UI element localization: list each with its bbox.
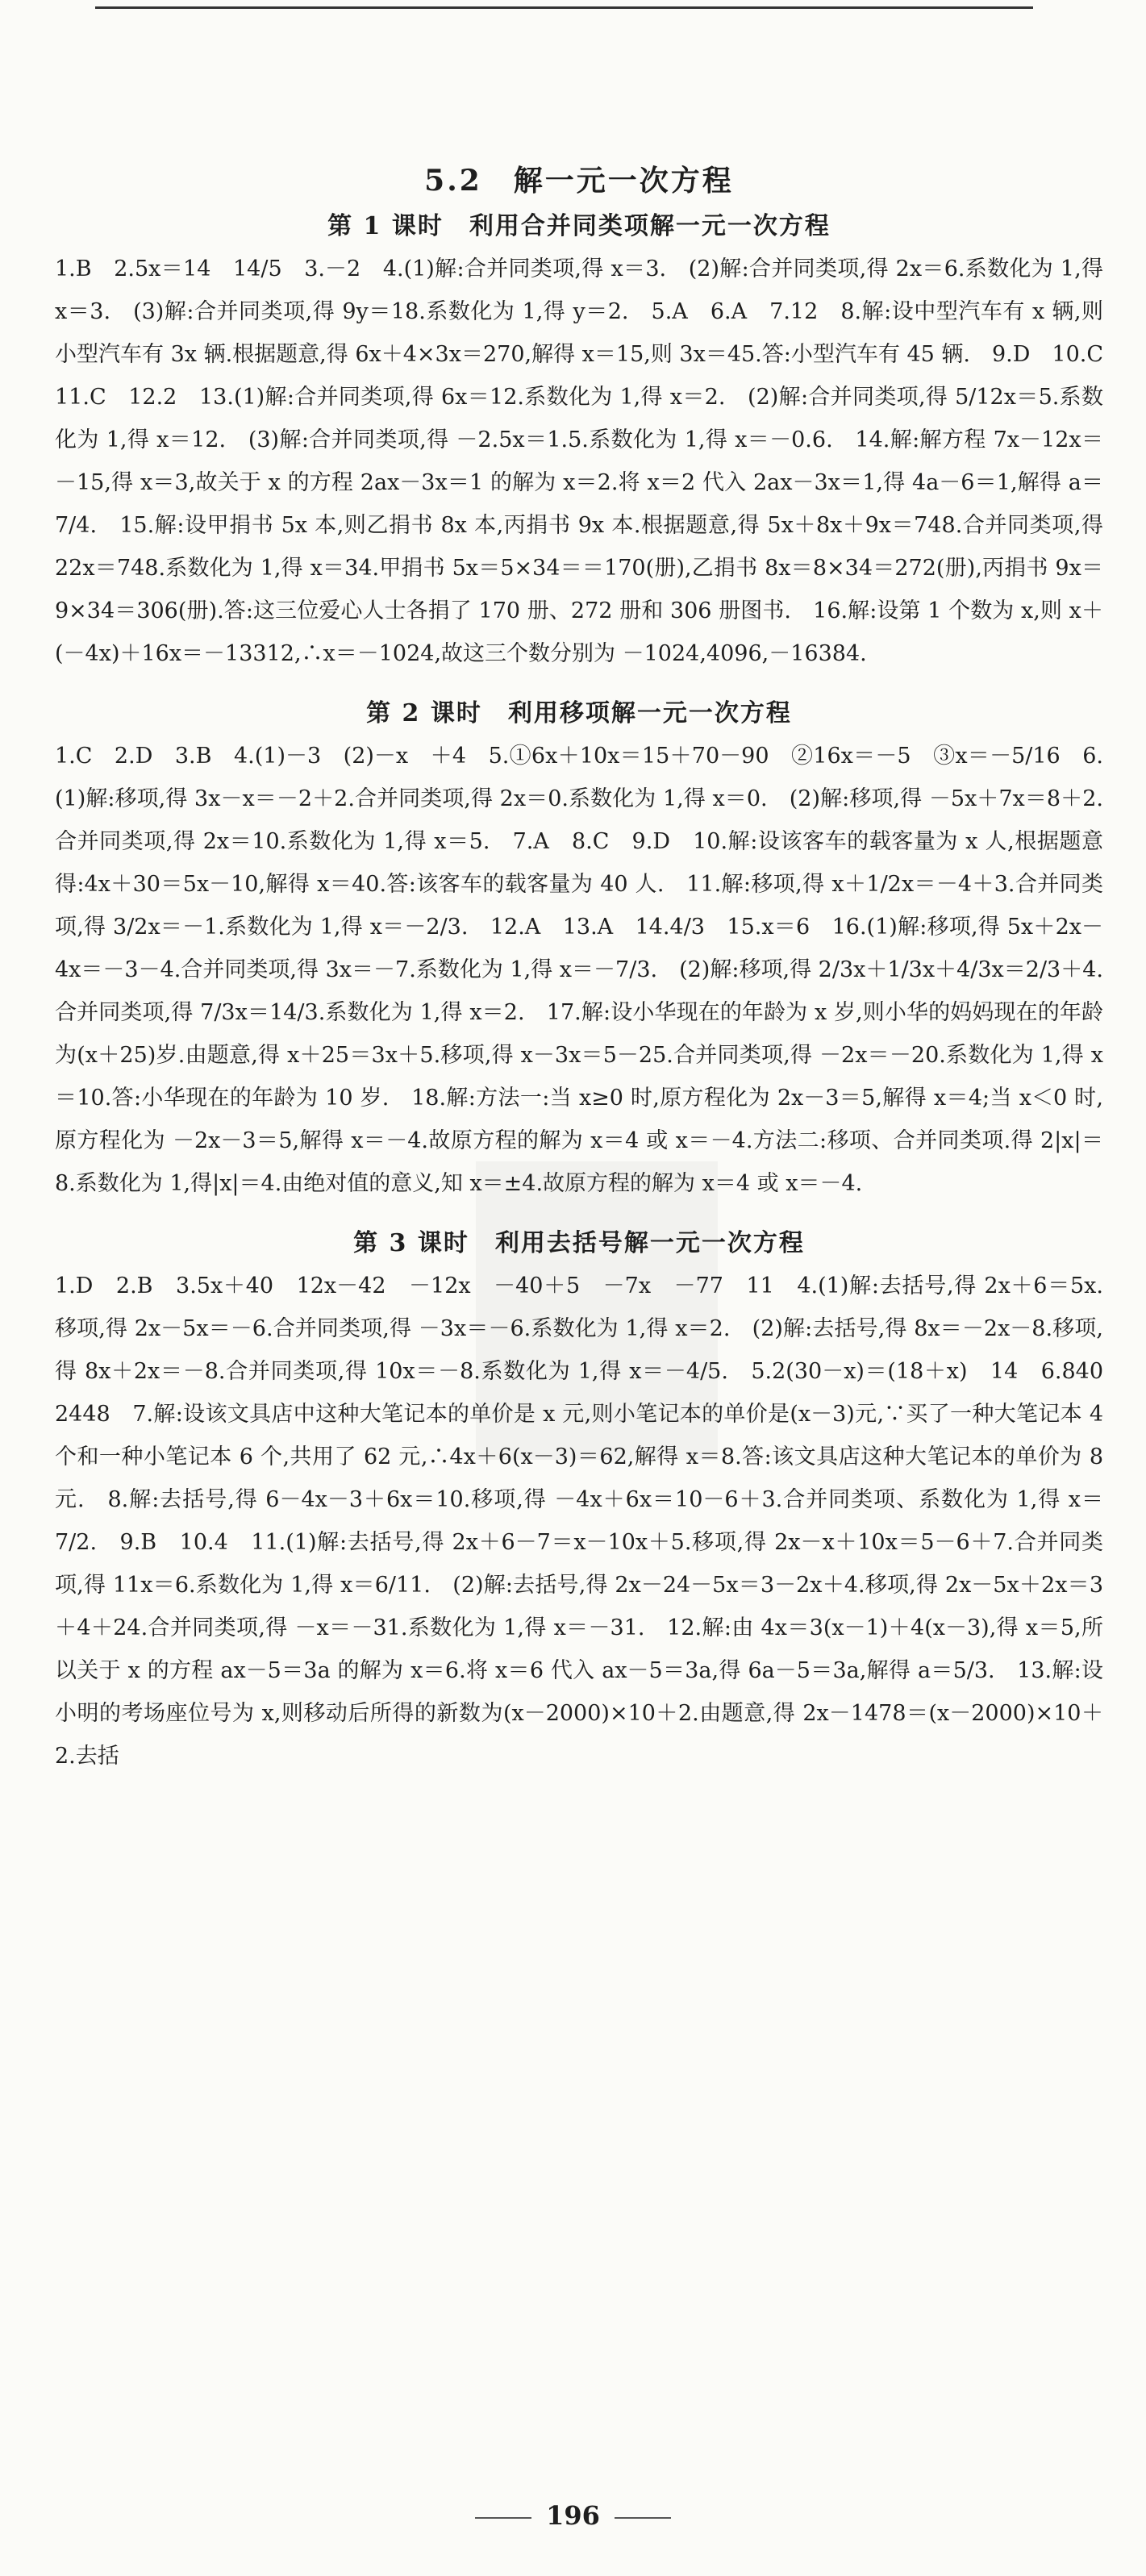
lesson-3-answers	[55, 1265, 1125, 1778]
answer-page	[55, 121, 1125, 1778]
lesson-1-title: 第 1 课时 利用合并同类项解一元一次方程	[327, 212, 831, 240]
lesson-1-text: 1.B 2.5x＝14 14/5 3.－2 4.(1)解:合并同类项,得 x＝3. (2)解:合并同类项,得 2x＝6.系数化为 1,得 x＝3. (3)解:合并同类项,得 9y＝18.系数化为 1,得 y＝2. 5.A 6.A 7.12 8.解:设中型汽车有 x 辆,则小型汽车有 3x 辆.根据题意,得 6x＋4×3x＝270,解得 x＝15,则 3x＝45.答:小型汽车有 45 辆. 9.D 10.C 11.C 12.2 13.(1)解:合并同类项,得 6x＝12.系数化为 1,得 x＝2. (2)解:合并同类项,得 5/12x＝5.系数化为 1,得 x＝12. (3)解:合并同类项,得 －2.5x＝1.5.系数化为 1,得 x＝－0.6. 14.解:解方程 7x－12x＝－15,得 x＝3,故关于 x 的方程 2ax－3x＝1 的解为 x＝2.将 x＝2 代入 2ax－3x＝1,得 4a－6＝1,解得 a＝7/4. 15.解:设甲捐书 5x 本,则乙捐书 8x 本,丙捐书 9x 本.根据题意,得 5x＋8x＋9x＝748.合并同类项,得 22x＝748.系数化为 1,得 x＝34.甲捐书 5x＝5×34＝＝170(册),乙捐书 8x＝8×34＝272(册),丙捐书 9x＝9×34＝306(册).答:这三位爱心人士各捐了 170 册、272 册和 306 册图书. 16.解:设第 1 个数为 x,则 x＋(－4x)＋16x＝－13312,∴x＝－1024,故这三个数分别为 －1024,4096,－16384.	[55, 256, 1125, 666]
lesson-3-title: 第 3 课时 利用去括号解一元一次方程	[353, 1229, 805, 1257]
page-number: 196	[546, 2500, 600, 2531]
lesson-1-answers	[55, 248, 1125, 675]
lesson-3-text: 1.D 2.B 3.5x＋40 12x－42 －12x －40＋5 －7x －77 11 4.(1)解:去括号,得 2x＋6＝5x.移项,得 2x－5x＝－6.合并同类项,得 －3x＝－6.系数化为 1,得 x＝2. (2)解:去括号,得 8x＝－2x－8.移项,得 8x＋2x＝－8.合并同类项,得 10x＝－8.系数化为 1,得 x＝－4/5. 5.2(30－x)＝(18＋x) 14 6.840 2448 7.解:设该文具店中这种大笔记本的单价是 x 元,则小笔记本的单价是(x－3)元,∵买了一种大笔记本 4 个和一种小笔记本 6 个,共用了 62 元,∴4x＋6(x－3)＝62,解得 x＝8.答:该文具店这种大笔记本的单价为 8 元. 8.解:去括号,得 6－4x－3＋6x＝10.移项,得 －4x＋6x＝10－6＋3.合并同类项、系数化为 1,得 x＝7/2. 9.B 10.4 11.(1)解:去括号,得 2x＋6－7＝x－10x＋5.移项,得 2x－x＋10x＝5－6＋7.合并同类项,得 11x＝6.系数化为 1,得 x＝6/11. (2)解:去括号,得 2x－24－5x＝3－2x＋4.移项,得 2x－5x＋2x＝3＋4＋24.合并同类项,得 －x＝－31.系数化为 1,得 x＝－31. 12.解:由 4x＝3(x－1)＋4(x－3),得 x＝5,所以关于 x 的方程 ax－5＝3a 的解为 x＝6.将 x＝6 代入 ax－5＝3a,得 6a－5＝3a,解得 a＝5/3. 13.解:设小明的考场座位号为 x,则移动后所得的新数为(x－2000)×10＋2.由题意,得 2x－1478＝(x－2000)×10＋2.去括	[55, 1273, 1125, 1769]
page-footer	[0, 2500, 1146, 2531]
footer-dash-left	[475, 2517, 531, 2519]
footer-dash-right	[615, 2517, 671, 2519]
top-rule	[95, 6, 1033, 9]
lesson-2-title: 第 2 课时 利用移项解一元一次方程	[366, 699, 792, 727]
lesson-2-answers	[55, 735, 1103, 1205]
lesson-2-text: 1.C 2.D 3.B 4.(1)－3 (2)－x ＋4 5.①6x＋10x＝15＋70－90 ②16x＝－5 ③x＝－5/16 6.(1)解:移项,得 3x－x＝－2＋2.合并同类项,得 2x＝0.系数化为 1,得 x＝0. (2)解:移项,得 －5x＋7x＝8＋2.合并同类项,得 2x＝10.系数化为 1,得 x＝5. 7.A 8.C 9.D 10.解:设该客车的载客量为 x 人,根据题意得:4x＋30＝5x－10,解得 x＝40.答:该客车的载客量为 40 人. 11.解:移项,得 x＋1/2x＝－4＋3.合并同类项,得 3/2x＝－1.系数化为 1,得 x＝－2/3. 12.A 13.A 14.4/3 15.x＝6 16.(1)解:移项,得 5x＋2x－4x＝－3－4.合并同类项,得 3x＝－7.系数化为 1,得 x＝－7/3. (2)解:移项,得 2/3x＋1/3x＋4/3x＝2/3＋4.合并同类项,得 7/3x＝14/3.系数化为 1,得 x＝2. 17.解:设小华现在的年龄为 x 岁,则小华的妈妈现在的年龄为(x＋25)岁.由题意,得 x＋25＝3x＋5.移项,得 x－3x＝5－25.合并同类项,得 －2x＝－20.系数化为 1,得 x＝10.答:小华现在的年龄为 10 岁. 18.解:方法一:当 x≥0 时,原方程化为 2x－3＝5,解得 x＝4;当 x＜0 时,原方程化为 －2x－3＝5,解得 x＝－4.故原方程的解为 x＝4 或 x＝－4.方法二:移项、合并同类项.得 2|x|＝8.系数化为 1,得|x|＝4.由绝对值的意义,知 x＝±4.故原方程的解为 x＝4 或 x＝－4.	[55, 744, 1103, 1196]
section-title: 5.2 解一元一次方程	[424, 164, 734, 198]
